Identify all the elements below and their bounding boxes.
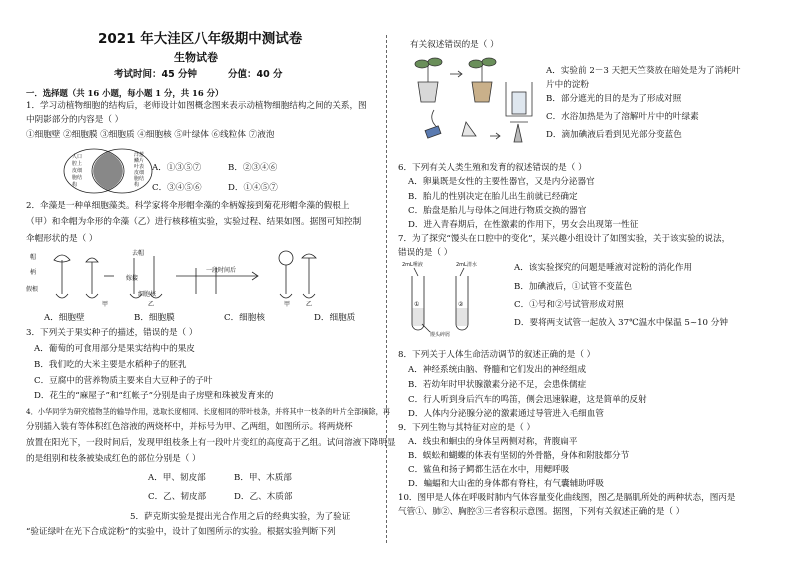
venn-diagram [60, 147, 156, 195]
label-yi-1: 乙 [148, 301, 155, 308]
exam-score: 分值：40 分 [228, 69, 283, 80]
q1-option-a[interactable]: A．①③⑤⑦ [152, 163, 202, 173]
q2-option-d[interactable]: D．细胞质 [314, 313, 356, 323]
q6-option-b[interactable]: B．胎儿的性别决定在胎儿出生前就已经确定 [408, 192, 578, 202]
left-column [26, 0, 396, 573]
exam-subtitle: 生物试卷 [174, 51, 218, 64]
q7-stem-2: 错误的是（ ） [398, 248, 453, 258]
venn-left-label: 人口 [72, 154, 83, 160]
test-tube-figure [400, 258, 500, 340]
label-cap: 帽 [30, 254, 37, 261]
q1-stem-1: 1．学习动植物细胞的结构后，老师设计如图概念图来表示动植物细胞结构之间的关系，图 [26, 101, 367, 111]
q4-option-d[interactable]: D．乙、木质部 [234, 492, 293, 502]
column-divider [386, 35, 387, 543]
q5-stem-1: 5．萨克斯实验是提出光合作用之后的经典实验，为了验证 [130, 512, 351, 522]
q9-option-b[interactable]: B．蜈蚣和蝴蝶的体表有坚韧的外骨骼，身体和附肢都分节 [408, 451, 630, 461]
q8-stem: 8．下列关于人体生命活动调节的叙述正确的是（ ） [398, 350, 596, 360]
q9-option-d[interactable]: D．蝙蝠和大山雀的身体都有脊柱，有气囊辅助呼吸 [408, 479, 604, 489]
svg-text:腔上: 腔上 [72, 161, 83, 167]
q5-option-a-cont: 片中的淀粉 [546, 80, 589, 90]
label-bread: 馒头碎屑 [430, 332, 451, 338]
q1-option-d[interactable]: D．①④⑤⑦ [228, 183, 278, 193]
right-column [398, 0, 772, 573]
q5-option-d[interactable]: D．滴加碘液后看到见光部分变蓝色 [546, 130, 682, 140]
q7-option-b[interactable]: B．加碘液后，①试管不变蓝色 [514, 282, 633, 292]
q7-option-c[interactable]: C．①号和②号试管形成对照 [514, 300, 624, 310]
svg-text:皮细: 皮细 [134, 170, 145, 176]
q1-option-b[interactable]: B．②③④⑥ [228, 163, 278, 173]
q8-option-c[interactable]: C．行人听到身后汽车的鸣笛，侧会迅速躲避，这是简单的反射 [408, 395, 647, 405]
venn-right-label: 洋葱 [134, 152, 145, 158]
q3-option-b[interactable]: B．我们吃的大米主要是水稻种子的胚乳 [34, 360, 187, 370]
q9-option-a[interactable]: A．线虫和蛔虫的身体呈两侧对称，背腹扁平 [408, 437, 578, 447]
label-water: 2mL清水 [456, 262, 477, 268]
q1-stem-2: 中阴影部分的内容是（ ） [26, 115, 124, 125]
q5-option-a[interactable]: A．实验前 2－3 天把天竺葵放在暗处是为了消耗叶 [546, 66, 741, 76]
q4-stem-2: 分别插入装有等体积红色溶液的两烧杯中，并标号为甲、乙两组，如图所示。将两烧杯 [26, 422, 353, 432]
q6-option-d[interactable]: D．进入青春期后，在性激素的作用下，男女会出现第一性征 [408, 220, 639, 230]
q4-stem-3: 放置在阳光下，一段时间后，发现甲组枝条上有一段叶片变红的高度高于乙组。试问溶液下降明显 [26, 438, 396, 448]
tube-2-label: ② [458, 301, 464, 308]
svg-text:胞结: 胞结 [72, 175, 83, 181]
q2-stem-3: 伞帽形状的是（ ） [26, 234, 98, 244]
q4-option-c[interactable]: C．乙、韧皮部 [148, 492, 207, 502]
q2-option-b[interactable]: B．细胞膜 [134, 313, 175, 323]
label-saliva: 2mL唾液 [402, 262, 423, 268]
label-nucleus: 细胞核 [138, 291, 157, 298]
umbrella-algae-figure [26, 248, 326, 310]
q4-stem-1: 4．小华同学为研究植物茎的输导作用，选取长度相同、长度相同的带叶枝条，并将其中一枝条的叶片全部摘除，再 [26, 407, 390, 416]
label-remove-cap: 去帽 [132, 250, 145, 257]
label-yi-2: 乙 [306, 301, 313, 308]
q2-stem-2: （甲）和伞帽为伞形的伞藻（乙）进行核移植实验，实验过程、结果如图。据图可知控制 [26, 217, 362, 227]
label-rhizoid: 假根 [26, 286, 39, 293]
q5-stem-2: “验证绿叶在光下合成淀粉”的实验中，设计了如图所示的实验。根据实验判断下列 [26, 527, 336, 537]
q3-stem: 3．下列关于果实种子的描述，错误的是（ ） [26, 328, 198, 338]
q8-option-a[interactable]: A．神经系统由脑、脊髓和它们发出的神经组成 [408, 365, 587, 375]
svg-text:构: 构 [72, 182, 78, 188]
q4-stem-4: 的是组别和枝条被染成红色的部位分别是（ ） [26, 454, 201, 464]
svg-text:构: 构 [134, 182, 140, 188]
svg-text:皮细: 皮细 [72, 168, 83, 174]
q2-stem-1: 2．伞藻是一种单细胞藻类。科学家将伞形帽伞藻的伞柄嫁接到菊花形帽伞藻的假根上 [26, 201, 350, 211]
q6-option-a[interactable]: A．卵巢既是女性的主要性器官，又是内分泌器官 [408, 177, 595, 187]
q4-option-b[interactable]: B．甲、木质部 [234, 473, 292, 483]
q8-option-b[interactable]: B．若幼年时甲状腺激素分泌不足，会患侏儒症 [408, 380, 587, 390]
q9-stem: 9．下列生物与其特征对应的是（ ） [398, 423, 536, 433]
q2-option-c[interactable]: C．细胞核 [224, 313, 265, 323]
exam-title: 2021 年大洼区八年级期中测试卷 [98, 31, 303, 47]
photosynthesis-figure [406, 52, 544, 148]
q6-stem: 6．下列有关人类生殖和发育的叙述错误的是（ ） [398, 163, 587, 173]
label-after-time: 一段时间后 [206, 267, 237, 274]
label-stalk: 柄 [30, 269, 37, 276]
q1-parts: ①细胞壁 ②细胞膜 ③细胞质 ④细胞核 ⑤叶绿体 ⑥线粒体 ⑦液泡 [26, 130, 275, 140]
q3-option-c[interactable]: C．豆腐中的营养物质主要来自大豆种子的子叶 [34, 376, 213, 386]
q5-stem-3: 有关叙述错误的是（ ） [410, 40, 499, 50]
q10-stem-1: 10．图甲是人体在呼吸时肺内气体容量变化曲线图，图乙是膈肌所处的两种状态，图丙是 [398, 493, 736, 503]
q1-option-c[interactable]: C．③④⑤⑥ [152, 183, 202, 193]
svg-text:叶表: 叶表 [134, 164, 145, 170]
q8-option-d[interactable]: D．人体内分泌腺分泌的激素通过导管进入毛细血管 [408, 409, 604, 419]
q7-option-a[interactable]: A．该实验探究的问题是唾液对淀粉的消化作用 [514, 263, 693, 273]
q2-option-a[interactable]: A．细胞壁 [44, 313, 85, 323]
label-jia-2: 甲 [284, 301, 291, 308]
q10-stem-2: 气管①、肺②、胸腔③三者容积示意图。据图，下列有关叙述正确的是（ ） [398, 507, 685, 517]
q4-option-a[interactable]: A．甲、韧皮部 [148, 473, 206, 483]
exam-time: 考试时间：45 分钟 [114, 69, 198, 80]
section-heading: 一．选择题（共 16 小题，每小题 1 分，共 16 分） [26, 88, 224, 98]
tube-1-label: ① [414, 301, 420, 308]
q3-option-a[interactable]: A．葡萄的可食用部分是果实结构中的果皮 [34, 344, 195, 354]
q7-option-d[interactable]: D．要将两支试管一起放入 37℃温水中保温 5~10 分钟 [514, 318, 728, 328]
label-graft: 嫁接 [126, 275, 139, 282]
q5-option-b[interactable]: B．部分遮光的目的是为了形成对照 [546, 94, 682, 104]
q7-stem-1: 7．为了探究“馒头在口腔中的变化”，某兴趣小组设计了如图实验，关于该实验的说法， [398, 234, 731, 244]
svg-text:鳞片: 鳞片 [134, 158, 145, 164]
label-jia-1: 甲 [102, 301, 109, 308]
q3-option-d[interactable]: D．花生的“麻屋子”和“红帐子”分别是由子房壁和珠被发育来的 [34, 391, 274, 401]
q9-option-c[interactable]: C．鲨鱼和扬子鳄都生活在水中，用鳃呼吸 [408, 465, 570, 475]
q6-option-c[interactable]: C．胎盘是胎儿与母体之间进行物质交换的器官 [408, 206, 587, 216]
svg-text:胞结: 胞结 [134, 176, 145, 182]
q5-option-c[interactable]: C．水浴加热是为了溶解叶片中的叶绿素 [546, 112, 699, 122]
